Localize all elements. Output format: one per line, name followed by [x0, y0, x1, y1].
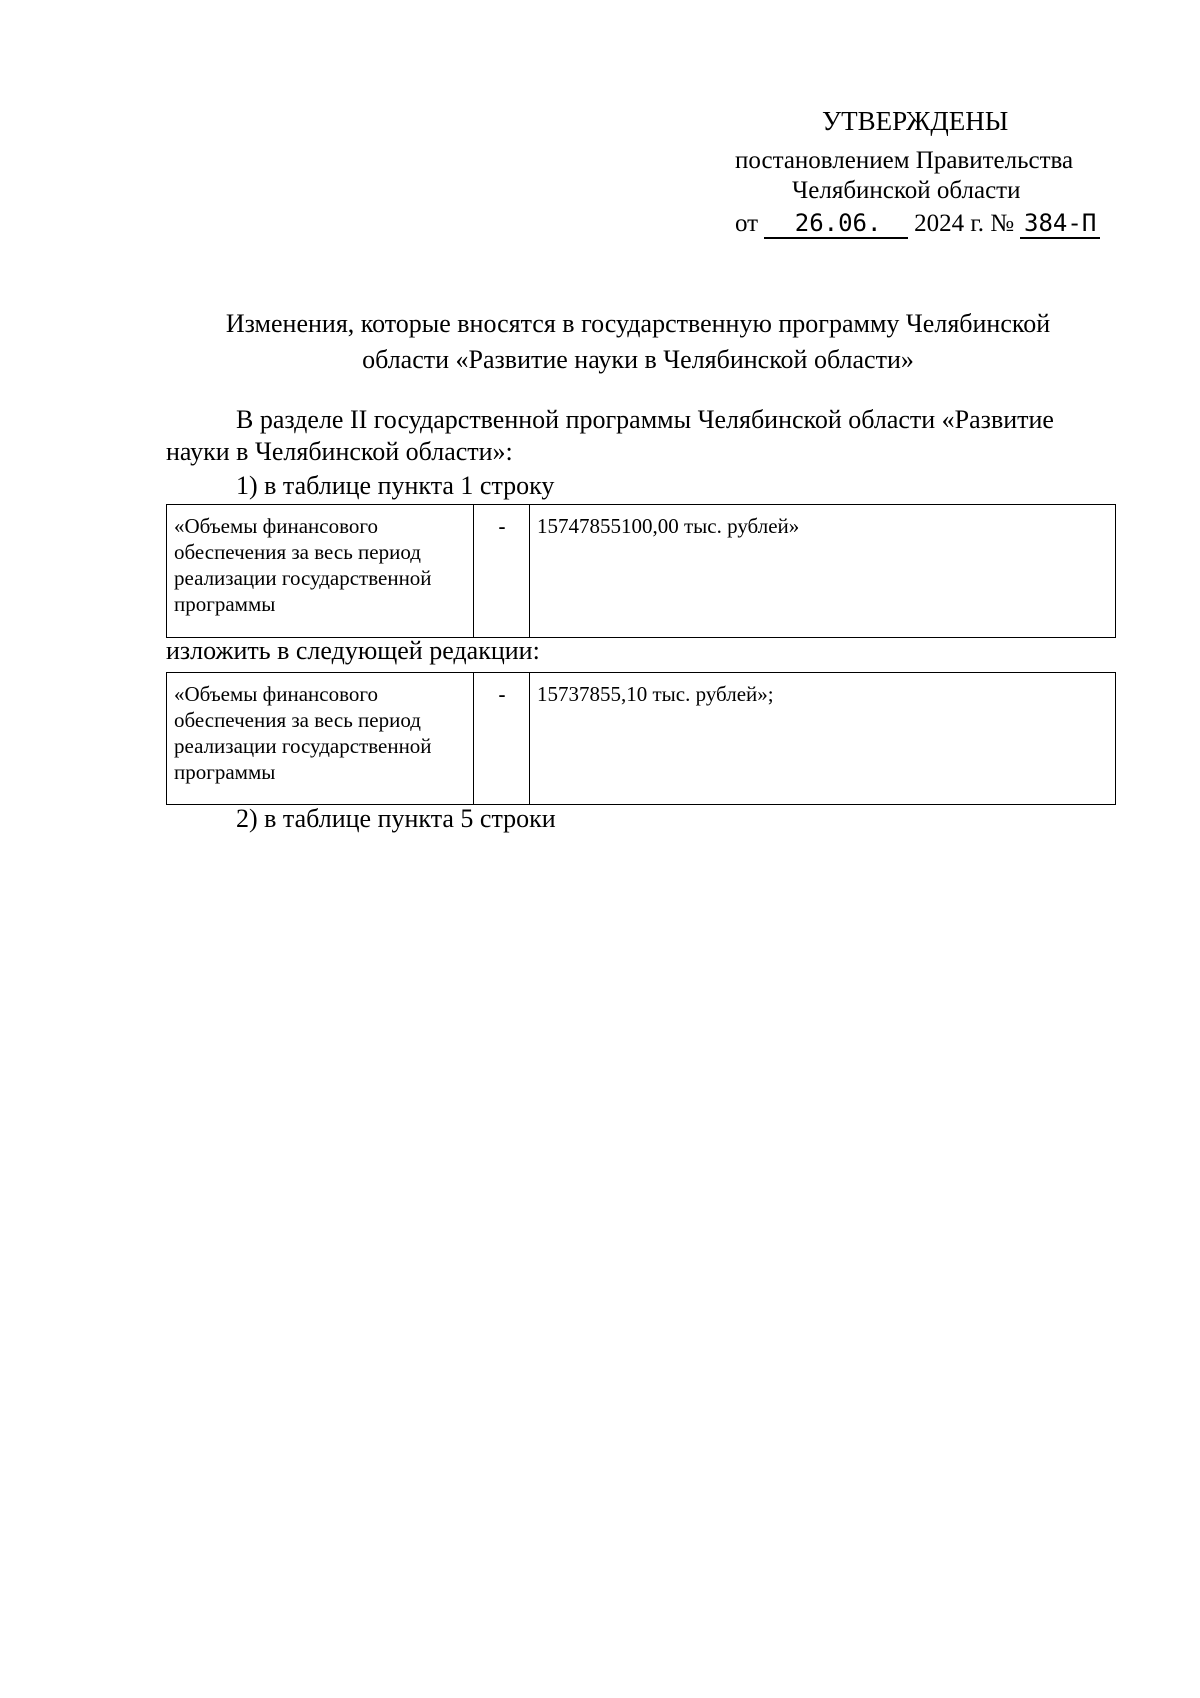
item-1: 1) в таблице пункта 1 строку: [236, 471, 555, 500]
heading-line-2: области «Развитие науки в Челябинской области»: [362, 345, 914, 374]
table-cell-label: «Объемы финансового обеспечения за весь период реализации государственной программы: [167, 673, 474, 805]
table-cell-value: 15737855,10 тыс. рублей»;: [530, 673, 1116, 805]
approval-title: УТВЕРЖДЕНЫ: [822, 106, 1009, 136]
table-row: [167, 673, 1116, 805]
replace-text: изложить в следующей редакции:: [166, 636, 540, 665]
approval-line-2: постановлением Правительства: [735, 147, 1074, 174]
approval-number: 384-П: [1020, 209, 1100, 239]
intro-line-1: В разделе II государственной программы Челябинской области «Развитие: [236, 405, 1054, 434]
intro-line-2: науки в Челябинской области»:: [166, 437, 513, 466]
approval-year: 2024 г. №: [914, 210, 1015, 237]
document-heading: [150, 306, 1126, 378]
table-old-row: [166, 504, 1116, 638]
table-cell-label: «Объемы финансового обеспечения за весь период реализации государственной программы: [167, 505, 474, 638]
item-2: 2) в таблице пункта 5 строки: [236, 804, 556, 833]
table-cell-dash: -: [474, 505, 530, 638]
approval-date-line: [735, 209, 1106, 239]
table-cell-value: 15747855100,00 тыс. рублей»: [530, 505, 1116, 638]
date-prefix: от: [735, 210, 759, 237]
approval-date: 26.06.: [764, 209, 908, 239]
table-cell-dash: -: [474, 673, 530, 805]
table-row: [167, 505, 1116, 638]
heading-line-1: Изменения, которые вносятся в государственную программу Челябинской: [225, 309, 1051, 338]
approval-line-3: Челябинской области: [792, 177, 1021, 204]
table-new-row: [166, 672, 1116, 805]
